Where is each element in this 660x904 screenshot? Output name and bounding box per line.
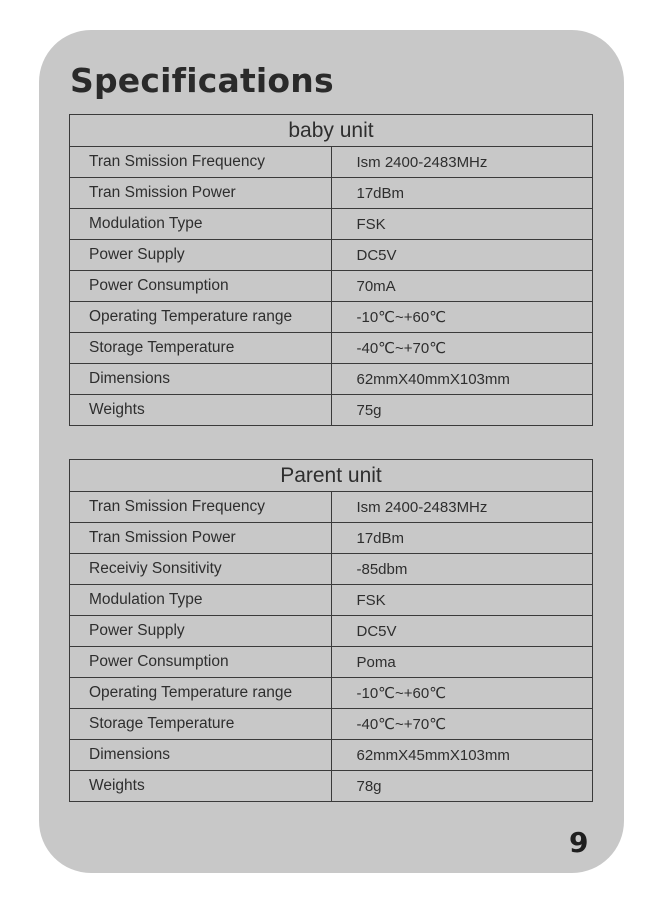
spec-label: Tran Smission Power	[70, 178, 332, 209]
spec-value: -40℃~+70℃	[331, 333, 593, 364]
table-row	[70, 647, 593, 678]
table-row	[70, 585, 593, 616]
spec-label: Modulation Type	[70, 585, 332, 616]
table-header-row	[70, 115, 593, 147]
spec-label: Power Consumption	[70, 271, 332, 302]
spec-label: Operating Temperature range	[70, 302, 332, 333]
spec-value: DC5V	[331, 616, 593, 647]
spec-value: DC5V	[331, 240, 593, 271]
spec-value: -10℃~+60℃	[331, 302, 593, 333]
parent-unit-spec-table	[69, 459, 593, 802]
baby-unit-spec-table	[69, 114, 593, 426]
page-number: 9	[569, 826, 589, 859]
table-row	[70, 740, 593, 771]
spec-value: 78g	[331, 771, 593, 802]
spec-value: -85dbm	[331, 554, 593, 585]
table-row	[70, 240, 593, 271]
baby-unit-heading: baby unit	[70, 115, 593, 147]
spec-value: Ism 2400-2483MHz	[331, 147, 593, 178]
spec-value: -40℃~+70℃	[331, 709, 593, 740]
spec-value: 17dBm	[331, 523, 593, 554]
spec-value: -10℃~+60℃	[331, 678, 593, 709]
table-row	[70, 616, 593, 647]
table-row	[70, 271, 593, 302]
spec-value: Ism 2400-2483MHz	[331, 492, 593, 523]
spec-label: Dimensions	[70, 364, 332, 395]
table-row	[70, 678, 593, 709]
table-row	[70, 209, 593, 240]
table-row	[70, 554, 593, 585]
table-row	[70, 364, 593, 395]
table-row	[70, 709, 593, 740]
table-row	[70, 302, 593, 333]
spec-value: 62mmX45mmX103mm	[331, 740, 593, 771]
spec-value: 70mA	[331, 271, 593, 302]
spec-label: Storage Temperature	[70, 709, 332, 740]
spec-value: 17dBm	[331, 178, 593, 209]
parent-unit-heading: Parent unit	[70, 460, 593, 492]
table-header-row	[70, 460, 593, 492]
spec-label: Weights	[70, 771, 332, 802]
spec-label: Tran Smission Frequency	[70, 492, 332, 523]
spec-label: Receiviy Sonsitivity	[70, 554, 332, 585]
spec-label: Power Supply	[70, 240, 332, 271]
spec-value: 75g	[331, 395, 593, 426]
spec-label: Dimensions	[70, 740, 332, 771]
spec-label: Power Supply	[70, 616, 332, 647]
table-row	[70, 771, 593, 802]
table-row	[70, 395, 593, 426]
spec-value: Poma	[331, 647, 593, 678]
spec-value: FSK	[331, 585, 593, 616]
spec-label: Modulation Type	[70, 209, 332, 240]
table-row	[70, 492, 593, 523]
spec-value: 62mmX40mmX103mm	[331, 364, 593, 395]
table-row	[70, 147, 593, 178]
spec-value: FSK	[331, 209, 593, 240]
spec-label: Tran Smission Power	[70, 523, 332, 554]
spec-label: Storage Temperature	[70, 333, 332, 364]
table-row	[70, 333, 593, 364]
page-title: Specifications	[70, 61, 334, 100]
spec-label: Operating Temperature range	[70, 678, 332, 709]
spec-label: Weights	[70, 395, 332, 426]
spec-label: Tran Smission Frequency	[70, 147, 332, 178]
table-row	[70, 178, 593, 209]
table-row	[70, 523, 593, 554]
spec-label: Power Consumption	[70, 647, 332, 678]
